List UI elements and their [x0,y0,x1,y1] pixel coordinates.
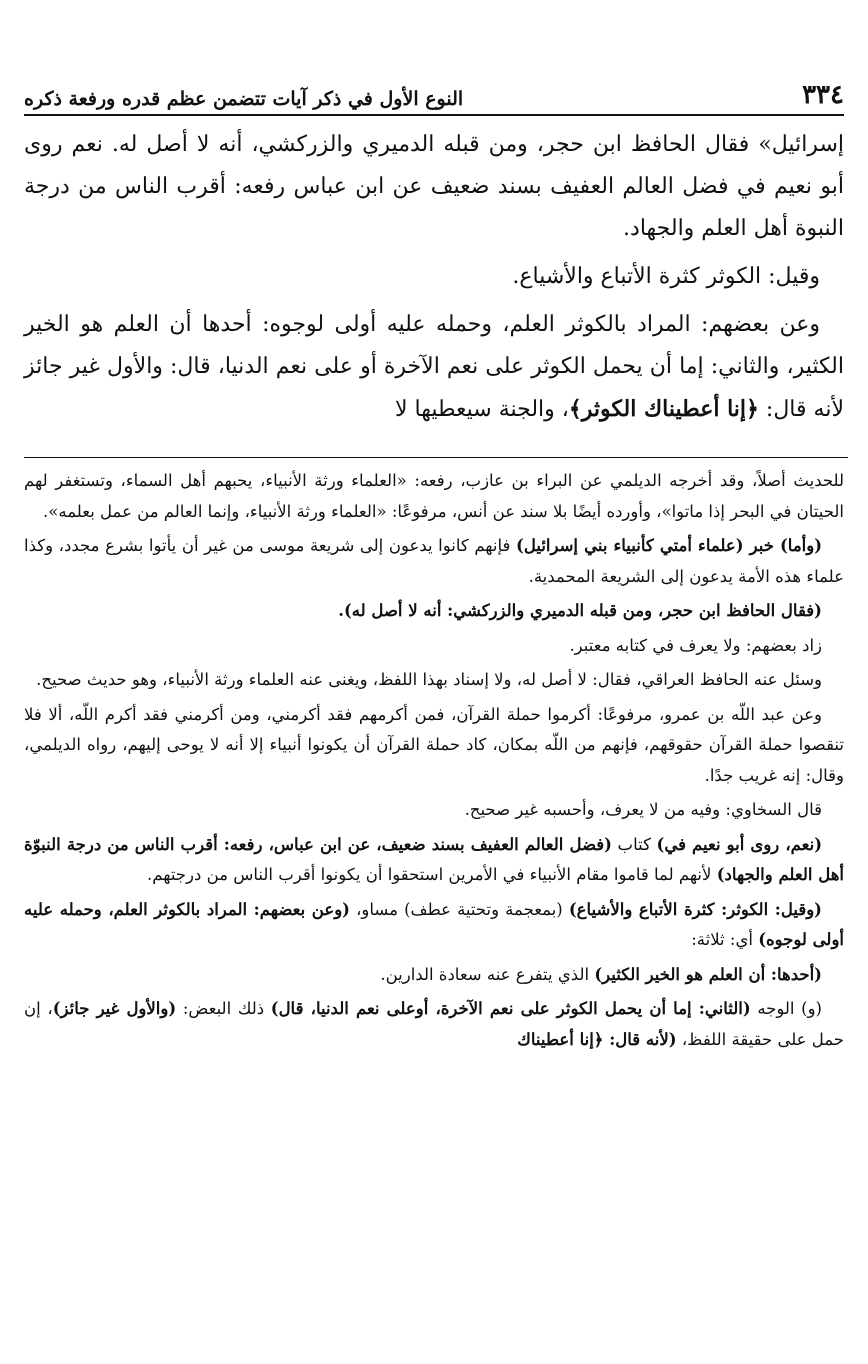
text-span: ذلك البعض: [176,999,271,1018]
commentary-paragraph: وعن عبد اللّه بن عمرو، مرفوعًا: أكرموا حملة القرآن، فمن أكرمهم فقد أكرمني، ومن أكرمني فقد أكرم اللّه، ألا فلا تنقصوا حملة القرآن حقوقهم، فإنهم من اللّه بمكان، كاد حملة القرآن أن يكونوا أنبياء إلا أنه لا يوحى إليهم، رواه الديلمي، وقال: إنه غريب جدًا. [24,704,844,785]
text-span: كتاب [611,834,657,854]
bold-phrase: (علماء أمتي كأنبياء بني إسرائيل) [516,536,744,555]
bold-phrase: (وأما) خبر [743,536,823,555]
main-paragraph: وقيل: الكوثر كثرة الأتباع والأشياع. [512,264,820,289]
main-paragraph [24,304,844,431]
main-text-span: وعن بعضهم: المراد بالكوثر العلم، وحمله عليه أولى لوجوه: أحدها أن العلم هو الخير الكثير، والثاني: إما أن يحمل الكوثر على نعم الآخرة أو على نعم الدنيا، قال: والأول غير جائز لأنه قال: [24,312,844,422]
text-span: الذي يتفرع عنه سعادة الدارين. [380,964,595,984]
commentary-paragraph: وسئل عنه الحافظ العراقي، فقال: لا أصل له، ولا إسناد بهذا اللفظ، ويغنى عنه العلماء ورثة الأنبياء، وهو حديث صحيح. [36,670,822,689]
commentary-paragraph [24,994,844,1055]
text-span: لأنهم لما قاموا مقام الأنبياء في الأمرين استحقوا أن يكونوا أقرب الناس من درجتهم. [147,865,717,884]
commentary-paragraph: زاد بعضهم: ولا يعرف في كتابه معتبر. [569,635,822,655]
text-span: ، إن حمل على حقيقة اللفظ، [24,999,844,1049]
text-span: أي: ثلاثة: [691,930,759,949]
bold-phrase: (نعم، روى أبو نعيم في) [656,834,823,854]
bold-phrase: (أحدها: أن العلم هو الخير الكثير) [594,964,822,984]
bold-phrase: (وعن بعضهم: المراد بالكوثر العلم، وحمله عليه أولى لوجوه) [24,899,844,949]
commentary-paragraph: للحديث أصلاً، وقد أخرجه الديلمي عن البراء بن عازب، رفعه: «العلماء ورثة الأنبياء، يحبهم أهل السماء، وتستغفر لهم الحيتان في البحر إذا ماتوا»، وأورده أيضًا بلا سند عن أنس، مرفوعًا: «العلماء ورثة الأنبياء، وإنما العالم من عمل بعلمه». [24,471,844,521]
footnote-divider [24,457,848,458]
running-title: النوع الأول في ذكر آيات تتضمن عظم قدره ورفعة ذكره [24,88,464,110]
commentary-paragraph [24,531,844,592]
text-span: (و) الوجه [750,999,822,1018]
page-number: ٣٣٤ [802,80,844,110]
main-paragraph: إسرائيل» فقال الحافظ ابن حجر، ومن قبله الدميري والزركشي، أنه لا أصل له. نعم روى أبو نعيم في فضل العالم العفيف بسند ضعيف عن ابن عباس رفعه: أقرب الناس من درجة النبوة أهل العلم والجهاد. [24,132,844,241]
bold-phrase: (لأنه قال: ﴿إنا أعطيناك [517,1029,677,1049]
text-span: فإنهم كانوا يدعون إلى شريعة موسى من غير أن يأتوا بشرع مجدد، وكذا علماء هذه الأمة يدعون إلى الشريعة المحمدية. [24,536,844,586]
bold-phrase: (فقال الحافظ ابن حجر، ومن قبله الدميري والزركشي: أنه لا أصل له). [338,601,822,620]
commentary-text [24,466,844,1059]
commentary-paragraph [24,596,844,627]
commentary-paragraph: قال السخاوي: وفيه من لا يعرف، وأحسبه غير صحيح. [464,800,822,819]
bold-phrase: (وقيل: الكوثر: كثرة الأتباع والأشياع) [568,899,822,919]
main-text-span: ، والجنة سيعطيها لا [394,397,569,422]
bold-phrase: (الثاني: إما أن يحمل الكوثر على نعم الآخرة، أوعلى نعم الدنيا، قال) [270,999,751,1018]
quran-verse: ﴿إنا أعطيناك الكوثر﴾ [568,396,759,422]
commentary-paragraph [24,895,844,956]
commentary-paragraph [24,830,844,891]
main-text [24,124,844,437]
bold-phrase: (والأول غير جائز) [52,999,177,1018]
text-span: (بمعجمة وتحتية عطف) مساو، [349,899,569,919]
page-header [24,66,844,116]
commentary-paragraph [24,960,844,991]
bold-phrase: (فضل العالم العفيف بسند ضعيف، عن ابن عباس، رفعه: أقرب الناس من درجة النبوّة أهل العلم والجهاد) [24,834,844,884]
